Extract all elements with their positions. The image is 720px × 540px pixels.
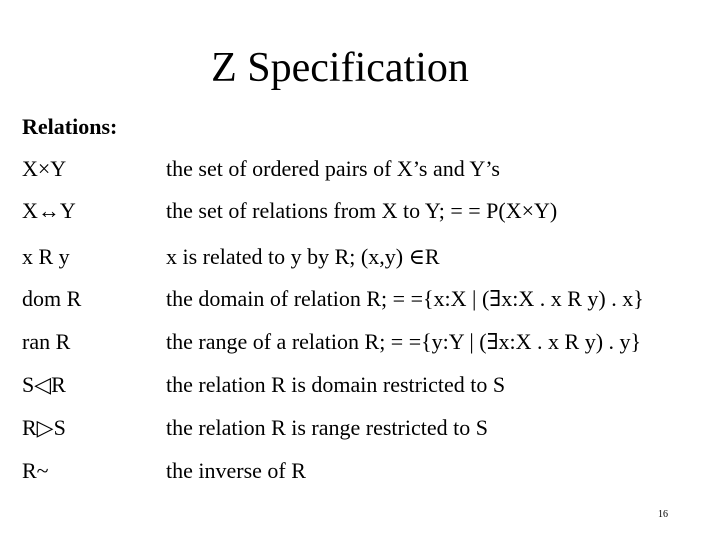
page-number: 16 (658, 509, 668, 520)
definition-description: the range of a relation R; = ={y:Y | (∃x:X . x R y) . y} (166, 329, 642, 354)
definition-row (0, 327, 720, 361)
definition-row (0, 196, 720, 230)
definition-row (0, 413, 720, 447)
definition-term: X↔Y (22, 198, 76, 223)
slide-title: Z Specification (211, 45, 469, 91)
definition-row (0, 284, 720, 318)
definition-description: the relation R is domain restricted to S (166, 372, 506, 397)
definition-description: the relation R is range restricted to S (166, 415, 488, 440)
definition-term: ran R (22, 329, 71, 354)
definition-description: the domain of relation R; = ={x:X | (∃x:X . x R y) . x} (166, 286, 644, 311)
definition-row (0, 370, 720, 404)
definition-description: x is related to y by R; (x,y) ∈R (166, 244, 440, 269)
definition-term: S◁R (22, 372, 66, 397)
definition-term: R▷S (22, 415, 66, 440)
section-heading: Relations: (22, 114, 118, 139)
definition-description: the set of ordered pairs of X’s and Y’s (166, 156, 500, 181)
definition-term: R~ (22, 458, 49, 483)
definition-row (0, 242, 720, 276)
definition-row (0, 456, 720, 490)
definition-description: the set of relations from X to Y; = = P(X×Y) (166, 198, 558, 223)
definition-term: x R y (22, 244, 70, 269)
definition-term: dom R (22, 286, 82, 311)
definition-row (0, 154, 720, 188)
definition-description: the inverse of R (166, 458, 306, 483)
definition-term: X×Y (22, 156, 67, 181)
